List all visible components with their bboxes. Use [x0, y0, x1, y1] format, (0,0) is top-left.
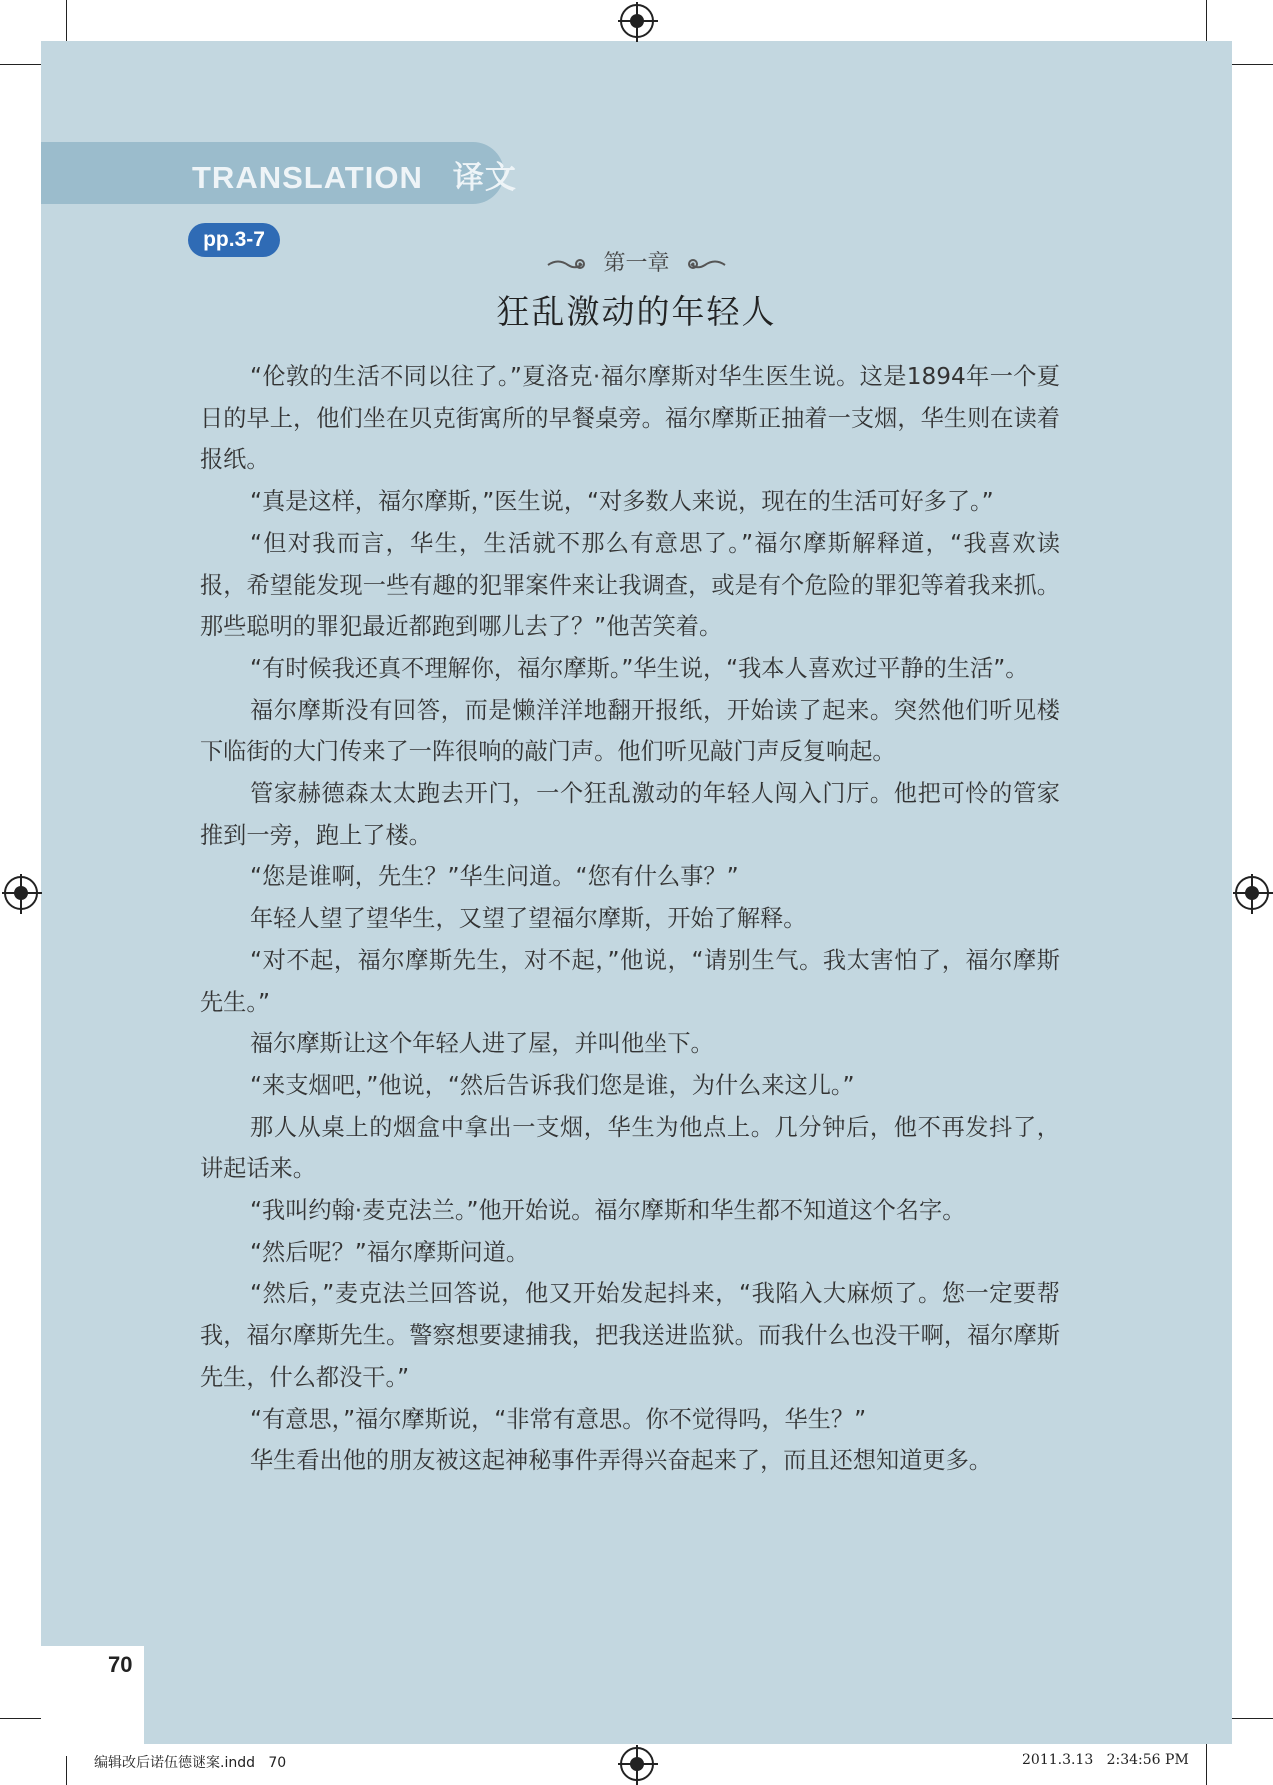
paragraph: “有时候我还真不理解你，福尔摩斯。”华生说，“我本人喜欢过平静的生活”。: [250, 654, 1029, 682]
section-tab-label: [192, 152, 517, 197]
scroll-ornament-right-icon: [687, 255, 727, 273]
body-text: [200, 356, 1060, 1482]
paragraph: “然后，”麦克法兰回答说，他又开始发起抖来，“我陷入大麻烦了。您一定要帮我，福尔摩斯先生。警察想要逮捕我，把我送进监狱。而我什么也没干啊，福尔摩斯先生，什么都没干。”: [200, 1280, 1060, 1391]
chapter-label: 第一章: [603, 251, 670, 276]
crop-mark: [1206, 0, 1207, 41]
scroll-ornament-left-icon: [546, 255, 586, 273]
paragraph: 华生看出他的朋友被这起神秘事件弄得兴奋起来了，而且还想知道更多。: [250, 1447, 992, 1475]
chapter-title: 狂乱激动的年轻人: [496, 292, 777, 331]
crop-mark: [1232, 1718, 1273, 1719]
paragraph: “伦敦的生活不同以往了。”夏洛克·福尔摩斯对华生医生说。这是1894年一个夏日的早上，他们坐在贝克街寓所的早餐桌旁。福尔摩斯正抽着一支烟，华生则在读着报纸。: [200, 363, 1060, 474]
paragraph: 管家赫德森太太跑去开门，一个狂乱激动的年轻人闯入门厅。他把可怜的管家推到一旁，跑上了楼。: [200, 780, 1060, 849]
paragraph: “真是这样，福尔摩斯，”医生说，“对多数人来说，现在的生活可好多了。”: [250, 488, 994, 516]
paragraph: “有意思，”福尔摩斯说，“非常有意思。你不觉得吗，华生？”: [250, 1405, 867, 1433]
section-tab-english: TRANSLATION: [192, 160, 423, 195]
footer-filename: 编辑改后诺伍德谜案.indd 70: [94, 1755, 287, 1771]
crop-mark: [66, 0, 67, 41]
crop-mark: [1232, 64, 1273, 65]
page-range-badge: pp.3-7: [188, 223, 280, 257]
paragraph: 那人从桌上的烟盒中拿出一支烟，华生为他点上。几分钟后，他不再发抖了，讲起话来。: [200, 1113, 1060, 1183]
registration-mark-icon: [4, 876, 38, 910]
paragraph: 年轻人望了望华生，又望了望福尔摩斯，开始了解释。: [250, 905, 807, 933]
paragraph: “但对我而言，华生，生活就不那么有意思了。”福尔摩斯解释道，“我喜欢读报，希望能发现一些有趣的犯罪案件来让我调查，或是有个危险的罪犯等着我来抓。那些聪明的罪犯最近都跑到哪儿去了？”他苦笑着。: [200, 529, 1060, 641]
paragraph: 福尔摩斯没有回答，而是懒洋洋地翻开报纸，开始读了起来。突然他们听见楼下临街的大门传来了一阵很响的敲门声。他们听见敲门声反复响起。: [200, 696, 1060, 766]
paragraph: “您是谁啊，先生？”华生问道。“您有什么事？”: [250, 863, 739, 891]
crop-mark: [0, 1718, 41, 1719]
crop-mark: [1206, 1744, 1207, 1785]
paragraph: “然后呢？”福尔摩斯问道。: [250, 1238, 530, 1266]
registration-mark-icon: [620, 4, 654, 38]
page-number: 70: [108, 1652, 133, 1677]
paragraph: “来支烟吧，”他说，“然后告诉我们您是谁，为什么来这儿。”: [250, 1071, 855, 1099]
crop-mark: [0, 64, 41, 65]
paragraph: “我叫约翰·麦克法兰。”他开始说。福尔摩斯和华生都不知道这个名字。: [250, 1197, 966, 1225]
section-tab-chinese: 译文: [452, 160, 517, 196]
footer-timestamp: 2011.3.13 2:34:56 PM: [1022, 1752, 1189, 1768]
paragraph: 福尔摩斯让这个年轻人进了屋，并叫他坐下。: [250, 1030, 714, 1058]
registration-mark-icon: [1235, 876, 1269, 910]
registration-mark-icon: [620, 1747, 654, 1781]
chapter-label-row: [0, 246, 1273, 277]
paragraph: “对不起，福尔摩斯先生，对不起，”他说，“请别生气。我太害怕了，福尔摩斯先生。”: [200, 946, 1060, 1016]
